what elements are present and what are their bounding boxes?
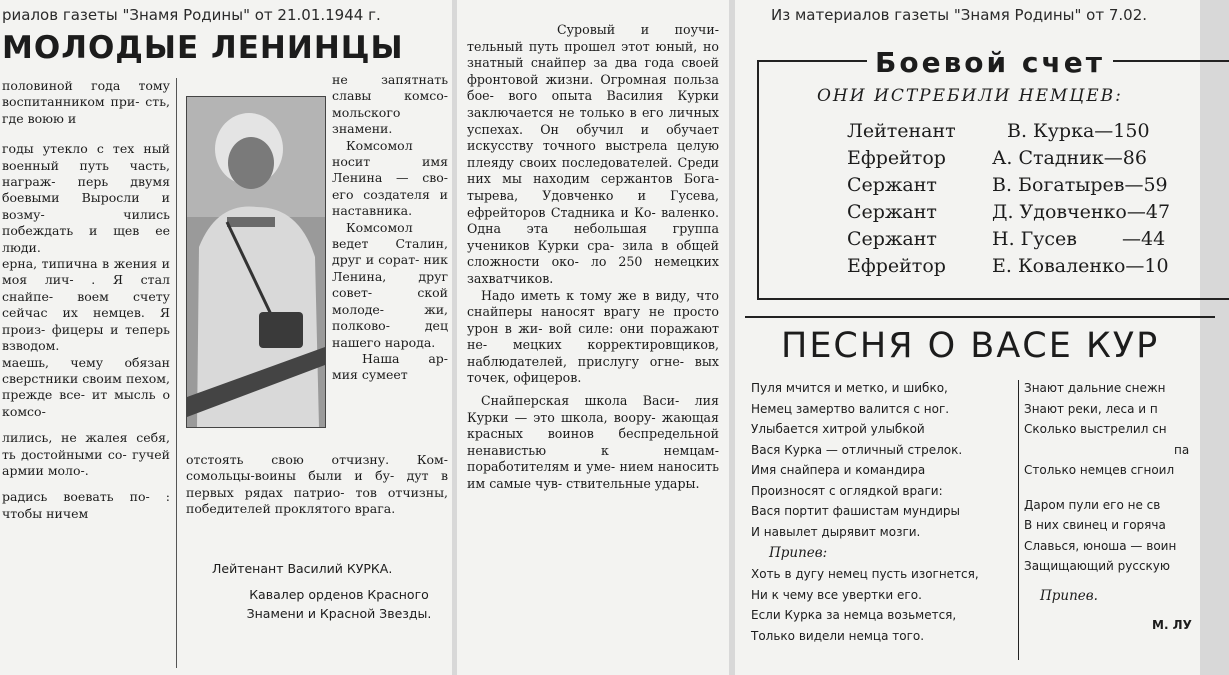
tally-name: Е. Коваленко bbox=[992, 255, 1126, 277]
tally-rank: Ефрейтор bbox=[847, 147, 946, 169]
song-line: Знают реки, леса и п bbox=[1024, 401, 1158, 416]
paragraph: годы утекло с тех ный военный путь часть, награж- перь двумя боевыми Выросли и возму- чились побеждать и щев ее люди. bbox=[2, 141, 170, 255]
song-line: Столько немцев сгноил bbox=[1024, 463, 1175, 477]
paragraph: не запятнать славы комсо- мольского знамени. bbox=[332, 72, 448, 137]
song-line: Улыбается хитрой улыбкой bbox=[751, 422, 925, 436]
portrait-photo bbox=[186, 96, 326, 428]
song-line: Немец замертво валится с ног. bbox=[751, 401, 950, 416]
song-line: па bbox=[1174, 442, 1190, 457]
tally-rank: Ефрейтор bbox=[847, 255, 946, 277]
song-spacer bbox=[1024, 481, 1200, 495]
tally-row bbox=[847, 255, 1169, 277]
paragraph: половиной года тому воспитанником при- сть, где воюю и bbox=[2, 78, 170, 126]
song-line: И навылет дырявит мозги. bbox=[751, 524, 921, 539]
article-column-bottom bbox=[186, 452, 448, 552]
paragraph: Наша ар- мия сумеет bbox=[332, 350, 448, 383]
song-line: Даром пули его не св bbox=[1024, 497, 1161, 512]
left-clipping bbox=[0, 0, 452, 675]
tally-row bbox=[847, 201, 1170, 223]
song-line: Только видели немца того. bbox=[751, 628, 925, 643]
article-column-1 bbox=[2, 78, 170, 668]
tally-name: А. Стадник bbox=[992, 147, 1104, 169]
song-line: В них свинец и горяча bbox=[1024, 518, 1166, 532]
tally-name: Н. Гусев bbox=[992, 228, 1077, 250]
paragraph: Снайперская школа Васи- лия Курки — это школа, воору- жающая красных воинов беспредельной ненавистью к немцам-поработителям и уме- нием наносить им самые чув- ствительные удары. bbox=[467, 393, 719, 492]
article-continuation bbox=[457, 0, 729, 675]
paragraph: Комсомол носит имя Ленина — сво- его создателя и наставника. bbox=[332, 137, 448, 219]
song-rule bbox=[745, 316, 1215, 318]
tally-name: Д. Удовченко bbox=[992, 201, 1127, 223]
column-divider bbox=[176, 78, 177, 668]
tally-rank: Лейтенант bbox=[847, 120, 956, 142]
song-line: Защищающий русскую bbox=[1024, 559, 1170, 573]
song-line: Имя снайпера и командира bbox=[751, 463, 926, 477]
chorus-label: Припев: bbox=[769, 545, 828, 561]
article-column-2 bbox=[332, 72, 448, 383]
song-line: Сколько выстрелил сн bbox=[1024, 422, 1167, 436]
chorus-label: Припев. bbox=[1040, 587, 1098, 604]
paragraph: Комсомол ведет Сталин, друг и сорат- ник Ленина, друг совет- ской молоде- жи, полково- дец нашего народа. bbox=[332, 219, 448, 350]
author-award: Кавалер орденов Красного Знамени и Красной Звезды. bbox=[246, 587, 432, 621]
tally-row bbox=[847, 120, 1150, 142]
tally-row bbox=[847, 228, 1165, 250]
tally-count: —44 bbox=[1122, 228, 1166, 250]
song-line: Вася Курка — отличный стрелок. bbox=[751, 442, 963, 457]
tally-list bbox=[847, 120, 1227, 290]
tally-subtitle: ОНИ ИСТРЕБИЛИ НЕМЦЕВ: bbox=[817, 86, 1123, 106]
tally-count: —150 bbox=[1094, 120, 1150, 142]
song-column-2 bbox=[1024, 378, 1200, 668]
song-line: Если Курка за немца возьмется, bbox=[751, 608, 957, 622]
paragraph: Суровый и поучи- тельный путь прошел этот юный, но знатный снайпер за два года своей фронтовой жизни. Огромная польза бое- вого опыта Василия Курки заключается не только в его личных успехах. Он обучил и обучает искусству точного выстрела целую плеяду своих последователей. Среди них мы находим сержантов Бога- тырева, Удовченко и Гусева, ефрейторов Стадника и Ко- валенко. Одна эта небольшая группа учеников Курки сра- зила в общей сложности око- ло 250 немецких захватчиков. bbox=[467, 22, 719, 286]
tally-count: —59 bbox=[1124, 174, 1168, 196]
song-line: Пуля мчится и метко, и шибко, bbox=[751, 381, 948, 395]
song-title: ПЕСНЯ О ВАСЕ КУР bbox=[781, 326, 1160, 366]
song-column-1 bbox=[751, 378, 1019, 668]
article-headline: МОЛОДЫЕ ЛЕНИНЦЫ bbox=[2, 30, 404, 66]
song-line: Славься, юноша — воин bbox=[1024, 538, 1177, 553]
tally-name: В. Курка bbox=[1007, 120, 1095, 142]
paragraph: радись воевать по- : чтобы ничем bbox=[2, 489, 170, 521]
tally-title: Боевой счет bbox=[867, 46, 1113, 79]
song-line: Вася портит фашистам мундиры bbox=[751, 504, 961, 518]
paragraph: лились, не жалея себя, ть достойными со- гучей армии моло-. bbox=[2, 430, 170, 478]
tally-row bbox=[847, 174, 1168, 196]
tally-rank: Сержант bbox=[847, 174, 937, 196]
right-clipping bbox=[735, 0, 1200, 675]
tally-count: —86 bbox=[1103, 147, 1147, 169]
paragraph: маешь, чему обязан сверстники своим пехом, прежде все- ит мысль о комсо- bbox=[2, 354, 170, 419]
tally-name: В. Богатырев bbox=[992, 174, 1125, 196]
left-caption: риалов газеты "Знамя Родины" от 21.01.1944 г. bbox=[2, 6, 381, 24]
tally-rank: Сержант bbox=[847, 228, 937, 250]
song-line: Ни к чему все увертки его. bbox=[751, 587, 922, 602]
author-signature: Лейтенант Василий КУРКА. bbox=[212, 561, 393, 576]
tally-count: —10 bbox=[1125, 255, 1169, 277]
paragraph: отстоять свою отчизну. Ком- сомольцы-воины были и бу- дут в первых рядах патрио- тов отчизны, победителей проклятого врага. bbox=[186, 452, 448, 517]
song-line: Произносят с оглядкой враги: bbox=[751, 483, 943, 498]
sniper-portrait-image bbox=[187, 97, 325, 427]
song-author: М. ЛУ bbox=[1152, 617, 1192, 632]
right-caption: Из материалов газеты "Знамя Родины" от 7.02. bbox=[771, 6, 1148, 24]
tally-rank: Сержант bbox=[847, 201, 937, 223]
paragraph: ерна, типична в жения и моя лич- . Я стал снайпе- воем счету сейчас их немцев. Я произ- фицеры и теперь взводом. bbox=[2, 256, 170, 354]
song-line: Хоть в дугу немец пусть изогнется, bbox=[751, 567, 979, 581]
article-column-3 bbox=[467, 22, 719, 662]
tally-row bbox=[847, 147, 1147, 169]
battle-tally-box bbox=[757, 46, 1229, 300]
song-line: Знают дальние снежн bbox=[1024, 381, 1166, 395]
tally-count: —47 bbox=[1126, 201, 1171, 223]
paragraph: Надо иметь к тому же в виду, что снайперы наносят врагу не просто урон в жи- вой силе: они поражают не- мецких корректировщиков, наблюдателей, прислугу огне- вых точек, офицеров. bbox=[467, 287, 719, 386]
song-column-divider bbox=[1018, 380, 1019, 660]
